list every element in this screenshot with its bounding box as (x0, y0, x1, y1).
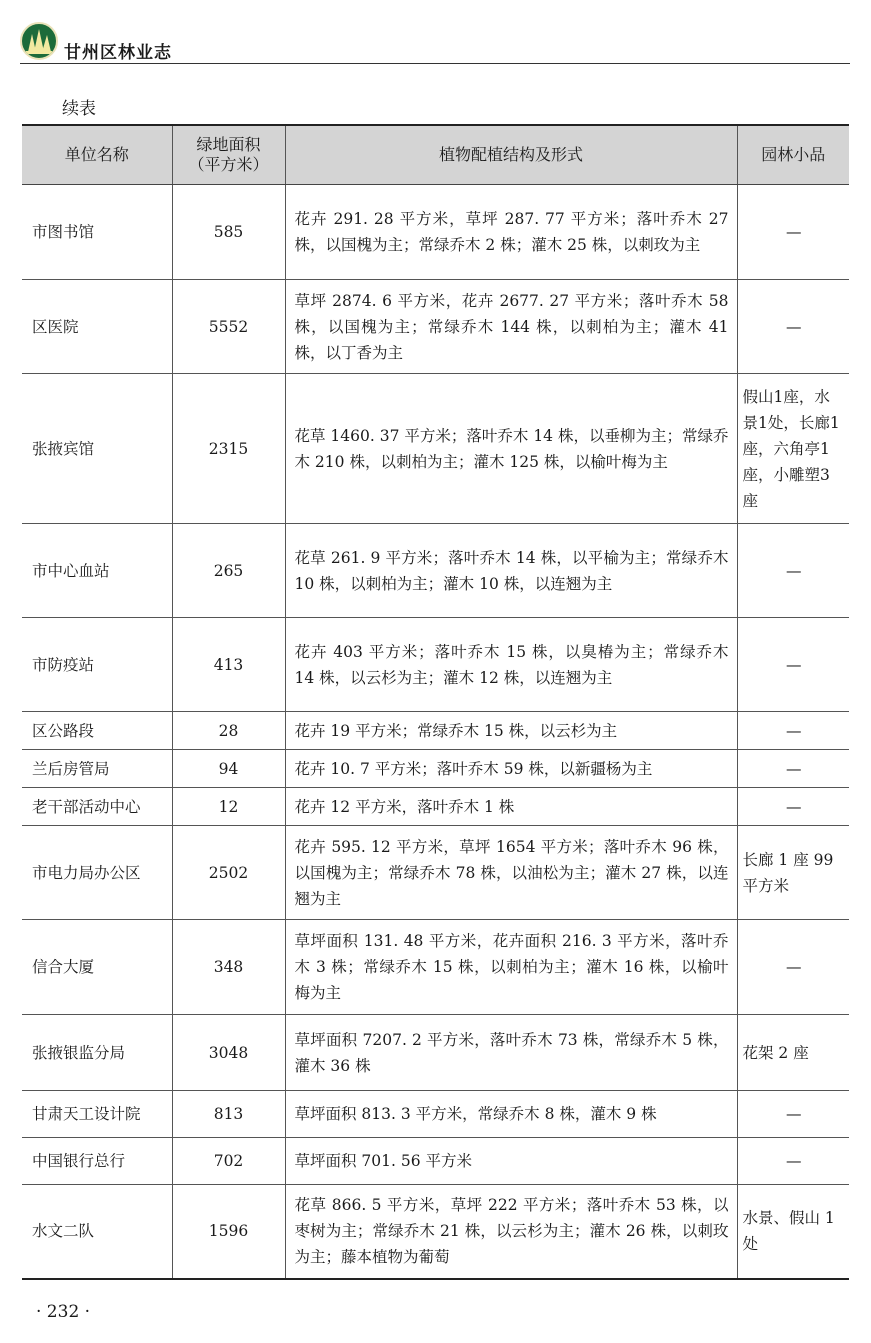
header-garden-features: 园林小品 (737, 125, 849, 185)
book-title: 甘州区林业志 (64, 43, 172, 63)
green-area-cell: 5552 (172, 280, 285, 374)
continued-table-label: 续表 (62, 99, 96, 119)
unit-name-cell: 市图书馆 (22, 185, 172, 280)
green-area-cell: 3048 (172, 1015, 285, 1091)
table-header-row (22, 125, 849, 185)
planting-structure-cell: 花卉 10. 7 平方米；落叶乔木 59 株，以新疆杨为主 (285, 750, 737, 788)
green-area-cell: 2315 (172, 374, 285, 524)
unit-name-cell: 市中心血站 (22, 524, 172, 618)
planting-structure-cell: 草坪 2874. 6 平方米，花卉 2677. 27 平方米；落叶乔木 58 株，以国槐为主；常绿乔木 144 株，以刺柏为主；灌木 41 株，以丁香为主 (285, 280, 737, 374)
table-row (22, 1015, 849, 1091)
table-row (22, 826, 849, 920)
planting-structure-cell: 花卉 403 平方米；落叶乔木 15 株，以臭椿为主；常绿乔木 14 株，以云杉为主；灌木 12 株，以连翘为主 (285, 618, 737, 712)
garden-features-cell: — (737, 920, 849, 1015)
green-area-cell: 413 (172, 618, 285, 712)
planting-structure-cell: 花卉 291. 28 平方米，草坪 287. 77 平方米；落叶乔木 27 株，以国槐为主；常绿乔木 2 株；灌木 25 株，以刺玫为主 (285, 185, 737, 280)
garden-features-cell: — (737, 712, 849, 750)
header-unit-name: 单位名称 (22, 125, 172, 185)
green-area-cell: 265 (172, 524, 285, 618)
table-row (22, 1138, 849, 1185)
garden-features-cell: — (737, 185, 849, 280)
planting-structure-cell: 花草 866. 5 平方米，草坪 222 平方米；落叶乔木 53 株，以枣树为主；常绿乔木 21 株，以云杉为主；灌木 26 株，以刺玫为主；藤本植物为葡萄 (285, 1185, 737, 1279)
planting-structure-cell: 草坪面积 813. 3 平方米，常绿乔木 8 株，灌木 9 株 (285, 1091, 737, 1138)
green-area-cell: 348 (172, 920, 285, 1015)
header-green-area-line2: （平方米） (188, 155, 269, 174)
planting-structure-cell: 花草 1460. 37 平方米；落叶乔木 14 株，以垂柳为主；常绿乔木 210 株，以刺柏为主；灌木 125 株，以榆叶梅为主 (285, 374, 737, 524)
unit-name-cell: 市防疫站 (22, 618, 172, 712)
table-row (22, 712, 849, 750)
table-row (22, 280, 849, 374)
table-row (22, 185, 849, 280)
unit-name-cell: 市电力局办公区 (22, 826, 172, 920)
garden-features-cell: 花架 2 座 (737, 1015, 849, 1091)
planting-structure-cell: 草坪面积 131. 48 平方米，花卉面积 216. 3 平方米，落叶乔木 3 株；常绿乔木 15 株，以刺柏为主；灌木 16 株，以榆叶梅为主 (285, 920, 737, 1015)
unit-name-cell: 中国银行总行 (22, 1138, 172, 1185)
unit-name-cell: 张掖宾馆 (22, 374, 172, 524)
header-planting-structure: 植物配植结构及形式 (285, 125, 737, 185)
unit-name-cell: 老干部活动中心 (22, 788, 172, 826)
green-area-cell: 2502 (172, 826, 285, 920)
forest-logo-icon (20, 22, 58, 60)
unit-name-cell: 甘肃天工设计院 (22, 1091, 172, 1138)
garden-features-cell: 长廊 1 座 99 平方米 (737, 826, 849, 920)
planting-structure-cell: 花卉 595. 12 平方米，草坪 1654 平方米；落叶乔木 96 株，以国槐为主；常绿乔木 78 株，以油松为主；灌木 27 株，以连翘为主 (285, 826, 737, 920)
table-row (22, 618, 849, 712)
garden-features-cell: — (737, 280, 849, 374)
unit-name-cell: 水文二队 (22, 1185, 172, 1279)
garden-features-cell: 假山1座，水景1处，长廊1座，六角亭1座，小雕塑3座 (737, 374, 849, 524)
unit-name-cell: 区医院 (22, 280, 172, 374)
planting-structure-cell: 花卉 12 平方米，落叶乔木 1 株 (285, 788, 737, 826)
planting-structure-cell: 花草 261. 9 平方米；落叶乔木 14 株，以平榆为主；常绿乔木 10 株，以刺柏为主；灌木 10 株，以连翘为主 (285, 524, 737, 618)
planting-structure-cell: 草坪面积 7207. 2 平方米，落叶乔木 73 株，常绿乔木 5 株，灌木 36 株 (285, 1015, 737, 1091)
green-area-cell: 12 (172, 788, 285, 826)
planting-structure-cell: 花卉 19 平方米；常绿乔木 15 株，以云杉为主 (285, 712, 737, 750)
garden-features-cell: — (737, 1138, 849, 1185)
green-area-cell: 585 (172, 185, 285, 280)
unit-name-cell: 张掖银监分局 (22, 1015, 172, 1091)
header-green-area-line1: 绿地面积 (196, 135, 261, 154)
table-row (22, 788, 849, 826)
table-body (22, 185, 849, 1279)
green-area-cell: 94 (172, 750, 285, 788)
header-divider (20, 63, 850, 64)
planting-structure-cell: 草坪面积 701. 56 平方米 (285, 1138, 737, 1185)
garden-features-cell: — (737, 1091, 849, 1138)
garden-features-cell: — (737, 618, 849, 712)
garden-features-cell: — (737, 788, 849, 826)
table-row (22, 750, 849, 788)
unit-name-cell: 信合大厦 (22, 920, 172, 1015)
garden-features-cell: — (737, 524, 849, 618)
table-row (22, 1185, 849, 1279)
green-area-cell: 702 (172, 1138, 285, 1185)
table-row (22, 374, 849, 524)
unit-name-cell: 区公路段 (22, 712, 172, 750)
page-header (20, 22, 850, 64)
unit-name-cell: 兰后房管局 (22, 750, 172, 788)
green-area-cell: 813 (172, 1091, 285, 1138)
table-row (22, 920, 849, 1015)
header-green-area (172, 125, 285, 185)
garden-features-cell: 水景、假山 1 处 (737, 1185, 849, 1279)
table-row (22, 524, 849, 618)
green-space-table (22, 124, 849, 1280)
green-area-cell: 1596 (172, 1185, 285, 1279)
garden-features-cell: — (737, 750, 849, 788)
table-row (22, 1091, 849, 1138)
page-number: · 232 · (36, 1302, 91, 1322)
green-area-cell: 28 (172, 712, 285, 750)
